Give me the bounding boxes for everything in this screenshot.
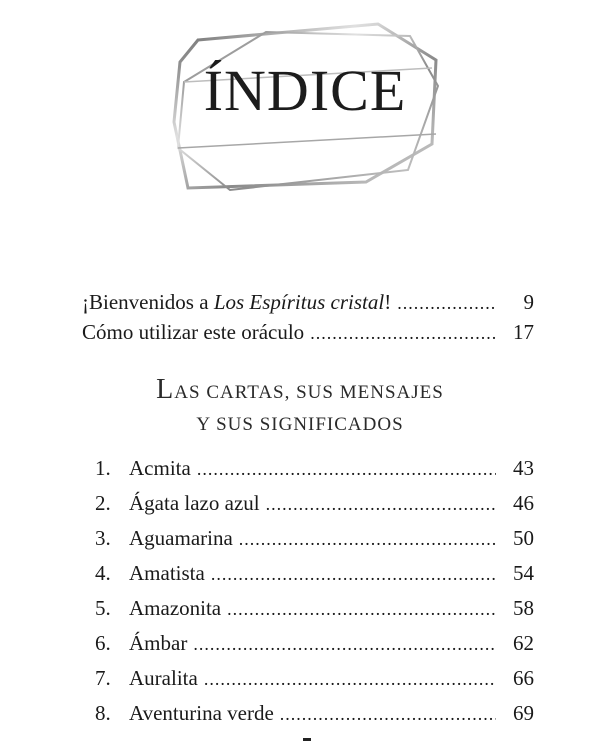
toc-page-number: 43 bbox=[513, 456, 534, 480]
leader-dots bbox=[227, 600, 496, 618]
toc-card-entry[interactable] bbox=[95, 668, 534, 689]
card-number: 3. bbox=[95, 526, 111, 550]
section-heading-line-2: Y SUS SIGNIFICADOS bbox=[196, 414, 404, 435]
toc-entry-label: ¡Bienvenidos a Los Espíritus cristal! bbox=[82, 290, 392, 314]
leader-dots bbox=[197, 460, 496, 478]
toc-card-entry[interactable] bbox=[95, 598, 534, 619]
toc-page-number: 66 bbox=[513, 666, 534, 690]
section-heading bbox=[60, 374, 540, 440]
card-name: Ámbar bbox=[129, 631, 188, 655]
cut-off-glyph bbox=[303, 738, 311, 741]
toc-card-entry[interactable] bbox=[95, 703, 534, 724]
card-number: 1. bbox=[95, 456, 111, 480]
toc-page-number: 46 bbox=[513, 491, 534, 515]
card-name: Acmita bbox=[129, 456, 191, 480]
leader-dots bbox=[397, 294, 496, 312]
section-heading-line-1: LAS CARTAS, SUS MENSAJES bbox=[156, 374, 444, 405]
toc-page-number: 17 bbox=[513, 320, 534, 344]
leader-dots bbox=[204, 670, 496, 688]
leader-dots bbox=[280, 705, 496, 723]
leader-dots bbox=[193, 635, 496, 653]
toc-page-number: 54 bbox=[513, 561, 534, 585]
toc-entry-welcome[interactable] bbox=[82, 292, 534, 313]
toc-page-number: 62 bbox=[513, 631, 534, 655]
leader-dots bbox=[310, 324, 496, 342]
toc-page-number: 9 bbox=[523, 290, 534, 314]
toc-card-entry[interactable] bbox=[95, 633, 534, 654]
card-number: 5. bbox=[95, 596, 111, 620]
card-number: 4. bbox=[95, 561, 111, 585]
card-name: Aguamarina bbox=[129, 526, 233, 550]
toc-card-entry[interactable] bbox=[95, 493, 534, 514]
toc-entry-how-to-use[interactable] bbox=[82, 322, 534, 343]
toc-card-entry[interactable] bbox=[95, 563, 534, 584]
card-number: 8. bbox=[95, 701, 111, 725]
card-name: Aventurina verde bbox=[129, 701, 274, 725]
toc-page-number: 58 bbox=[513, 596, 534, 620]
toc-card-entry[interactable] bbox=[95, 528, 534, 549]
card-name: Amazonita bbox=[129, 596, 222, 620]
leader-dots bbox=[239, 530, 496, 548]
leader-dots bbox=[211, 565, 496, 583]
page-title: ÍNDICE bbox=[203, 58, 407, 123]
card-name: Ágata lazo azul bbox=[129, 491, 260, 515]
card-number: 2. bbox=[95, 491, 111, 515]
toc-page-number: 69 bbox=[513, 701, 534, 725]
card-number: 6. bbox=[95, 631, 111, 655]
toc-entry-label: Cómo utilizar este oráculo bbox=[82, 320, 305, 344]
card-number: 7. bbox=[95, 666, 111, 690]
leader-dots bbox=[266, 495, 496, 513]
card-name: Amatista bbox=[129, 561, 205, 585]
card-name: Auralita bbox=[129, 666, 198, 690]
toc-page-number: 50 bbox=[513, 526, 534, 550]
toc-card-entry[interactable] bbox=[95, 458, 534, 479]
